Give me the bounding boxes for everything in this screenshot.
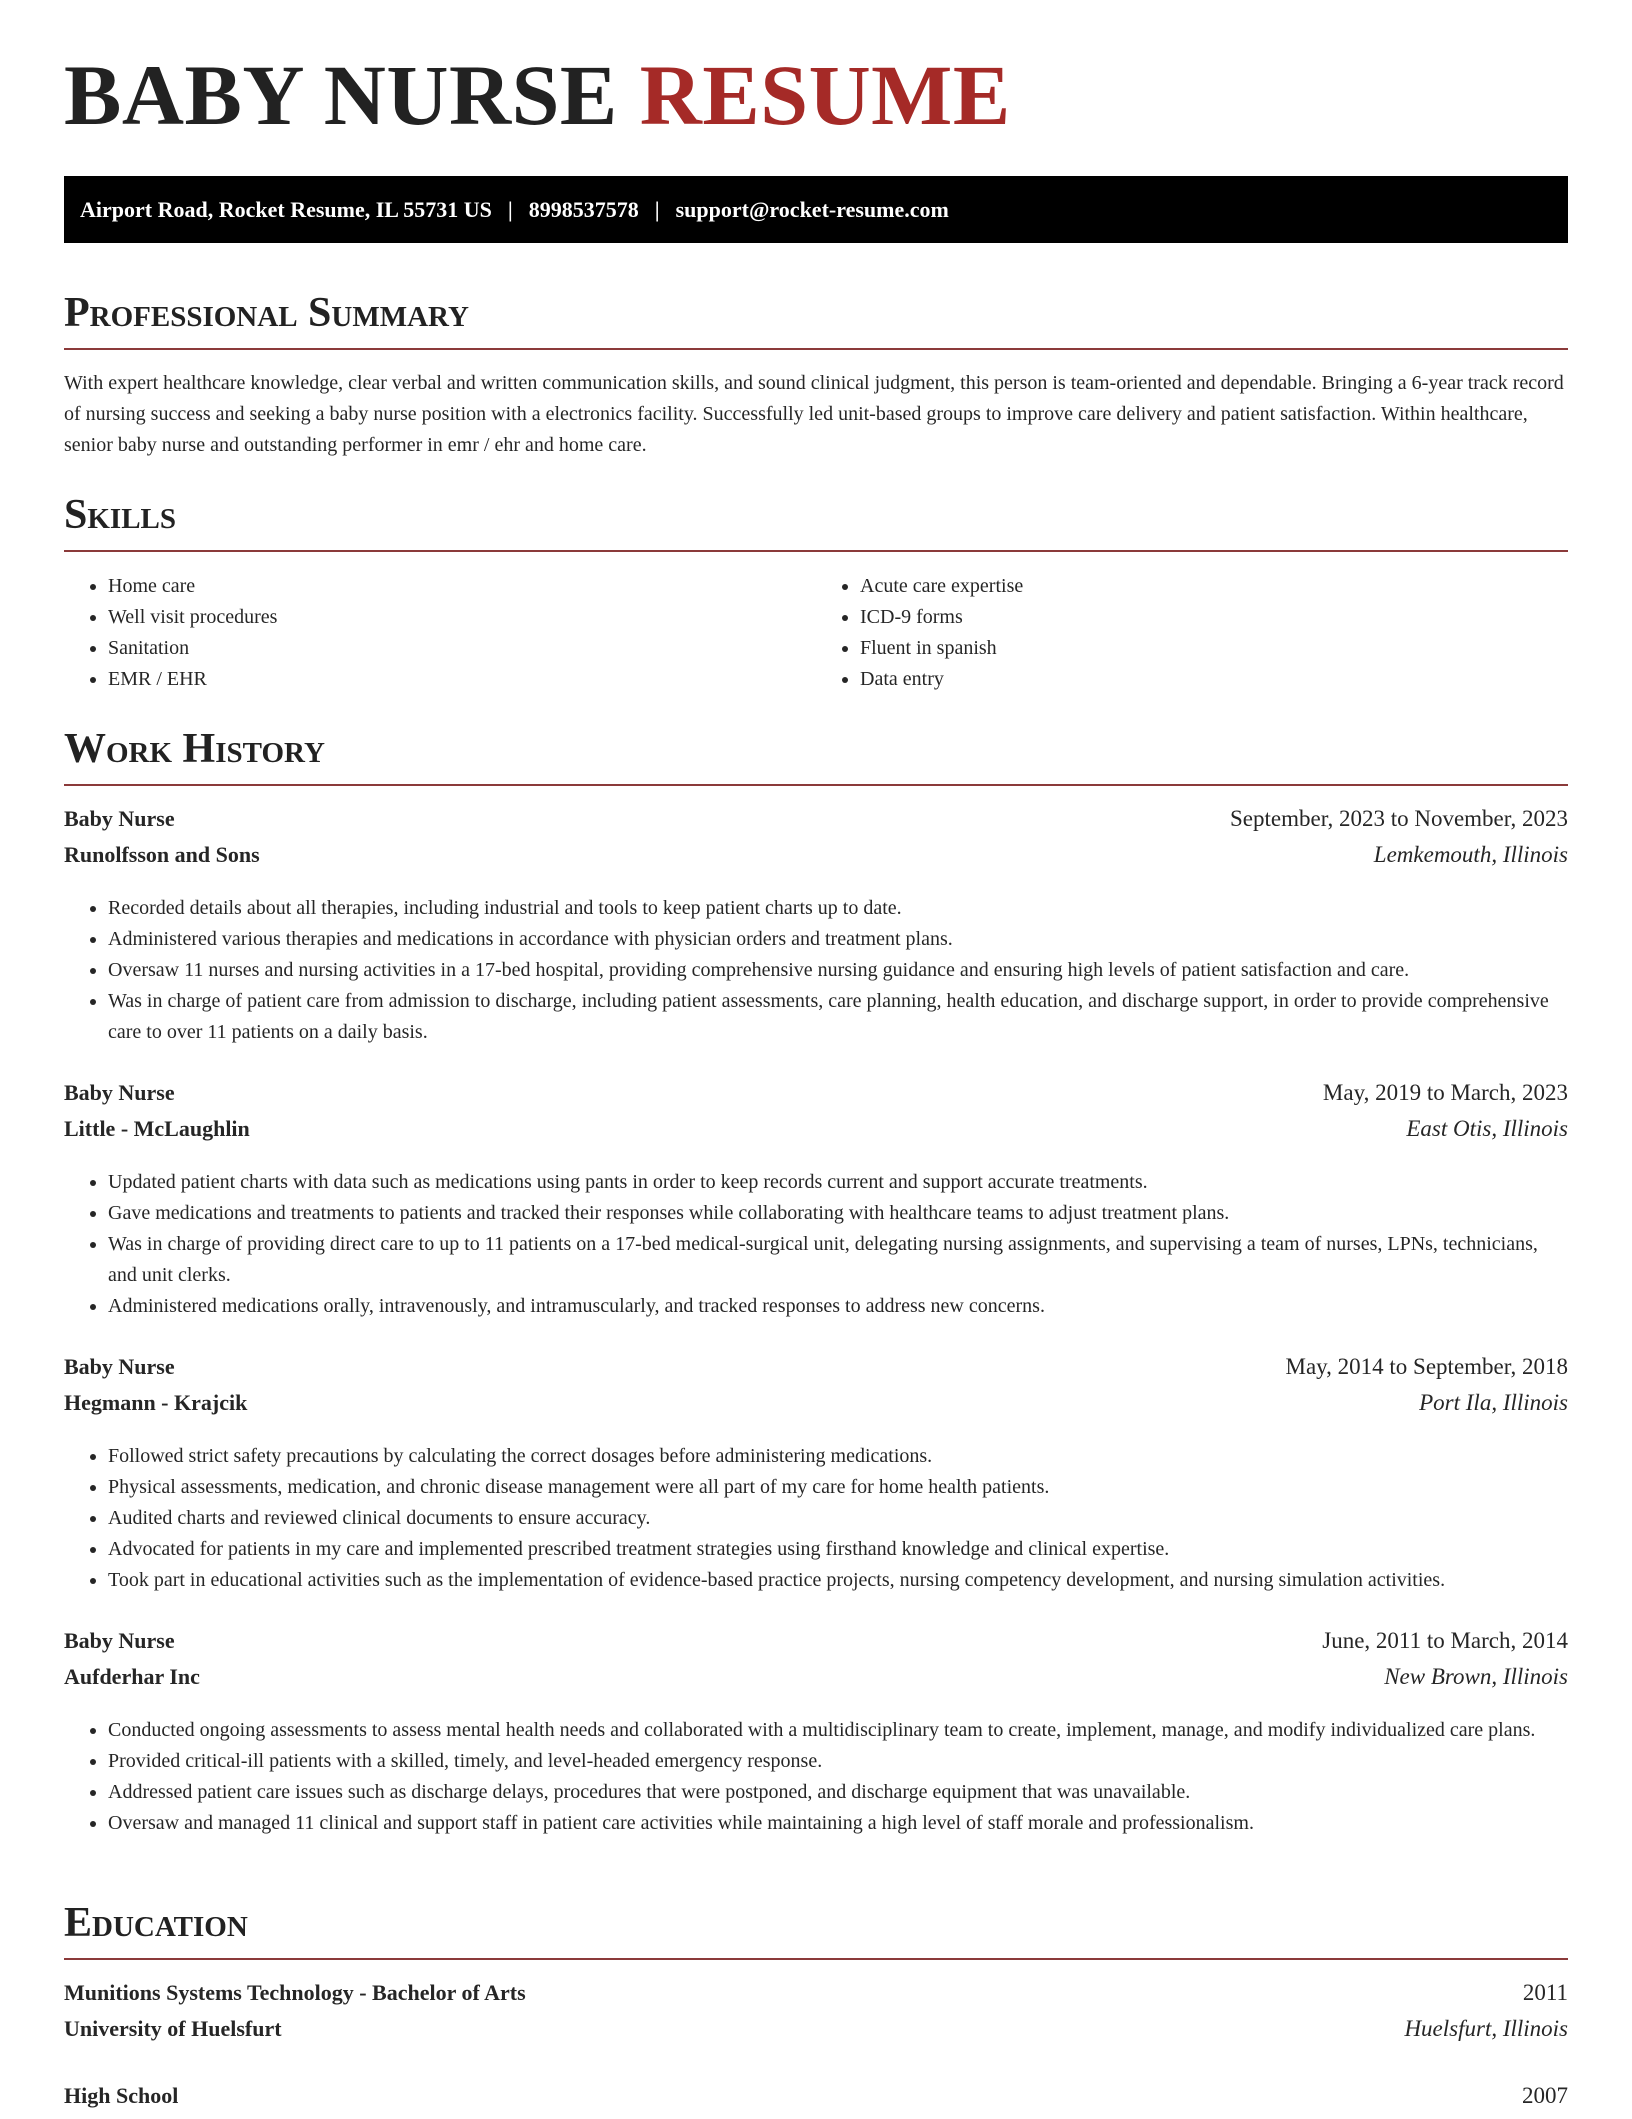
skill-item: • Sanitation xyxy=(108,633,816,664)
job-bullet: • Followed strict safety precautions by calculating the correct dosages before administering medications. xyxy=(108,1441,1568,1472)
job-dates: May, 2019 to March, 2023 xyxy=(1322,1080,1568,1105)
education-heading: Education xyxy=(64,1902,1568,1960)
education-entry xyxy=(64,2083,1568,2119)
education-location: Huelsfurt, Illinois xyxy=(1404,2016,1568,2041)
contact-email: support@rocket-resume.com xyxy=(675,196,949,222)
summary-heading: Professional Summary xyxy=(64,292,1568,350)
education-degree: Munitions Systems Technology - Bachelor of Arts xyxy=(64,1980,526,2005)
job-bullet: • Oversaw and managed 11 clinical and support staff in patient care activities while maintaining a high level of staff morale and professionalism. xyxy=(108,1808,1568,1839)
skills-list xyxy=(64,571,1568,695)
job-dates: June, 2011 to March, 2014 xyxy=(1322,1628,1568,1653)
job-bullet: • Updated patient charts with data such as medications using pants in order to keep records current and support accurate treatments. xyxy=(108,1167,1568,1198)
contact-phone: 8998537578 xyxy=(528,196,639,222)
skills-column-right xyxy=(816,571,1568,695)
education-school: University of Huelsfurt xyxy=(64,2016,282,2041)
skills-column-left xyxy=(64,571,816,695)
title-accent: RESUME xyxy=(639,47,1011,143)
job-bullet: • Was in charge of providing direct care to up to 11 patients on a 17-bed medical-surgical unit, delegating nursing assignments, and supervising a team of nurses, LPNs, technicians, and unit clerks. xyxy=(108,1229,1568,1291)
contact-separator: | xyxy=(654,196,660,222)
skill-item: • EMR / EHR xyxy=(108,664,816,695)
job-bullet: • Gave medications and treatments to patients and tracked their responses while collaborating with healthcare teams to adjust treatment plans. xyxy=(108,1198,1568,1229)
skill-item: • Data entry xyxy=(860,664,1568,695)
job-dates: May, 2014 to September, 2018 xyxy=(1285,1354,1568,1379)
job-location: New Brown, Illinois xyxy=(1384,1664,1568,1689)
job-bullet: • Addressed patient care issues such as discharge delays, procedures that were postponed, and discharge equipment that was unavailable. xyxy=(108,1777,1568,1808)
job-bullets xyxy=(64,893,1568,1048)
job-bullet: • Was in charge of patient care from admission to discharge, including patient assessments, care planning, health education, and discharge support, in order to provide comprehensive care to over 11 patients on a daily basis. xyxy=(108,986,1568,1048)
skill-item: • Well visit procedures xyxy=(108,602,816,633)
job-bullets xyxy=(64,1167,1568,1322)
job-company: Little - McLaughlin xyxy=(64,1116,250,1141)
resume-title xyxy=(64,47,1011,143)
job-entry-header xyxy=(64,1354,1568,1426)
contact-address: Airport Road, Rocket Resume, IL 55731 US xyxy=(80,196,492,222)
education-degree: High School xyxy=(64,2083,179,2108)
job-role: Baby Nurse xyxy=(64,1354,175,1379)
job-company: Hegmann - Krajcik xyxy=(64,1390,248,1415)
skill-item: • Fluent in spanish xyxy=(860,633,1568,664)
skill-item: • Home care xyxy=(108,571,816,602)
skills-heading: Skills xyxy=(64,494,1568,552)
job-role: Baby Nurse xyxy=(64,1080,175,1105)
work-heading: Work History xyxy=(64,728,1568,786)
job-entry-header xyxy=(64,1628,1568,1700)
summary-text: With expert healthcare knowledge, clear verbal and written communication skills, and sound clinical judgment, this person is team-oriented and dependable. Bringing a 6-year track record of nursing success and seeking a baby nurse position with a electronics facility. Successfully led unit-based groups to improve care delivery and patient satisfaction. Within healthcare, senior baby nurse and outstanding performer in emr / ehr and home care. xyxy=(64,372,1564,456)
job-bullet: • Physical assessments, medication, and chronic disease management were all part of my care for home health patients. xyxy=(108,1472,1568,1503)
education-entry xyxy=(64,1980,1568,2052)
job-bullet: • Audited charts and reviewed clinical documents to ensure accuracy. xyxy=(108,1503,1568,1534)
job-bullet: • Advocated for patients in my care and implemented prescribed treatment strategies using firsthand knowledge and clinical expertise. xyxy=(108,1534,1568,1565)
job-bullet: • Administered medications orally, intravenously, and intramuscularly, and tracked responses to address new concerns. xyxy=(108,1291,1568,1322)
education-year: 2007 xyxy=(1522,2083,1568,2108)
contact-separator: | xyxy=(507,196,513,222)
job-company: Aufderhar Inc xyxy=(64,1664,200,1689)
job-bullets xyxy=(64,1715,1568,1839)
job-bullet: • Conducted ongoing assessments to assess mental health needs and collaborated with a multidisciplinary team to create, implement, manage, and modify individualized care plans. xyxy=(108,1715,1568,1746)
job-bullet: • Oversaw 11 nurses and nursing activities in a 17-bed hospital, providing comprehensive nursing guidance and ensuring high levels of patient satisfaction and care. xyxy=(108,955,1568,986)
job-company: Runolfsson and Sons xyxy=(64,842,260,867)
job-bullets xyxy=(64,1441,1568,1596)
job-role: Baby Nurse xyxy=(64,806,175,831)
job-location: Port Ila, Illinois xyxy=(1419,1390,1568,1415)
job-bullet: • Took part in educational activities such as the implementation of evidence-based practice projects, nursing competency development, and nursing simulation activities. xyxy=(108,1565,1568,1596)
skill-item: • ICD-9 forms xyxy=(860,602,1568,633)
title-main: BABY NURSE xyxy=(64,47,618,143)
job-entry-header xyxy=(64,806,1568,878)
skill-item: • Acute care expertise xyxy=(860,571,1568,602)
job-bullet: • Administered various therapies and medications in accordance with physician orders and treatment plans. xyxy=(108,924,1568,955)
job-bullet: • Provided critical-ill patients with a skilled, timely, and level-headed emergency response. xyxy=(108,1746,1568,1777)
contact-bar xyxy=(64,176,1568,243)
job-dates: September, 2023 to November, 2023 xyxy=(1230,806,1568,831)
job-location: East Otis, Illinois xyxy=(1406,1116,1568,1141)
job-location: Lemkemouth, Illinois xyxy=(1373,842,1568,867)
job-bullet: • Recorded details about all therapies, including industrial and tools to keep patient charts up to date. xyxy=(108,893,1568,924)
education-year: 2011 xyxy=(1522,1980,1568,2005)
job-role: Baby Nurse xyxy=(64,1628,175,1653)
job-entry-header xyxy=(64,1080,1568,1152)
